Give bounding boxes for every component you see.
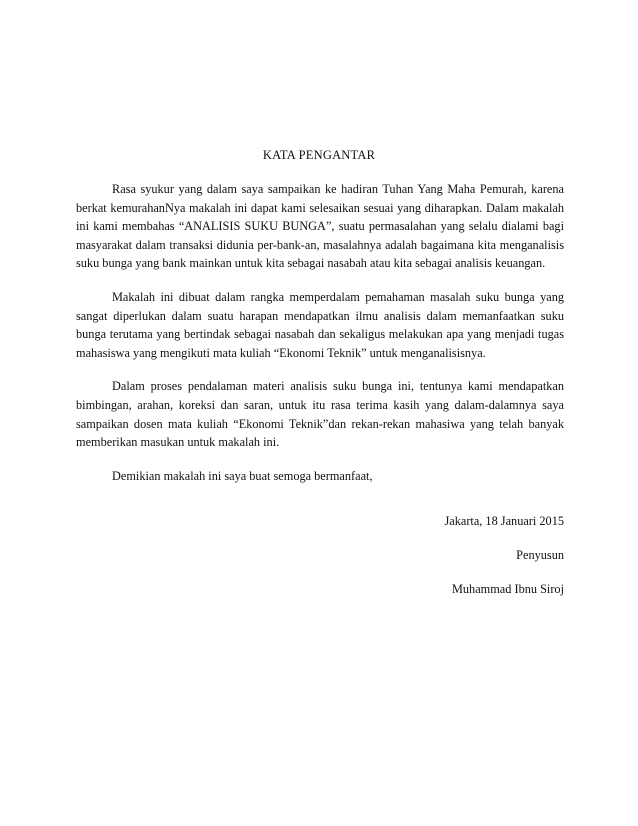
signature-role: Penyusun xyxy=(516,548,564,562)
paragraph-1: Rasa syukur yang dalam saya sampaikan ke hadiran Tuhan Yang Maha Pemurah, karena berkat kemurahanNya makalah ini dapat kami selesaikan sesuai yang diharapkan. Dalam makalah ini kami membahas “ANALISIS SUKU BUNGA”, suatu permasalahan yang selalu dialami bagi masyarakat dalam transaksi didunia per-bank-an, masalahnya adalah bagaimana kita menganalisis suku bunga yang bank mainkan untuk kita sebagai nasabah atau kita sebagai analisis keuangan. xyxy=(76,182,564,271)
paragraph-3: Dalam proses pendalaman materi analisis suku bunga ini, tentunya kami mendapatkan bimbingan, arahan, koreksi dan saran, untuk itu rasa terima kasih yang dalam-dalamnya saya sampaikan dosen mata kuliah “Ekonomi Teknik”dan rekan-rekan mahasiwa yang telah banyak memberikan masukan untuk makalah ini. xyxy=(76,379,564,450)
signature-name: Muhammad Ibnu Siroj xyxy=(451,582,564,596)
signature-place-date: Jakarta, 18 Januari 2015 xyxy=(444,514,564,528)
page-title: KATA PENGANTAR xyxy=(262,148,376,162)
paragraph-2: Makalah ini dibuat dalam rangka memperdalam pemahaman masalah suku bunga yang sangat diperlukan dalam suatu harapan mendapatkan ilmu analisis dalam memanfaatkan suku bunga terutama yang bertindak sebagai nasabah dan sekaligus melakukan apa yang menjadi tugas mahasiswa yang mengikuti mata kuliah “Ekonomi Teknik” untuk menganalisisnya. xyxy=(76,289,564,360)
body-text xyxy=(76,180,564,485)
closing-paragraph: Demikian makalah ini saya buat semoga bermanfaat, xyxy=(112,468,373,483)
